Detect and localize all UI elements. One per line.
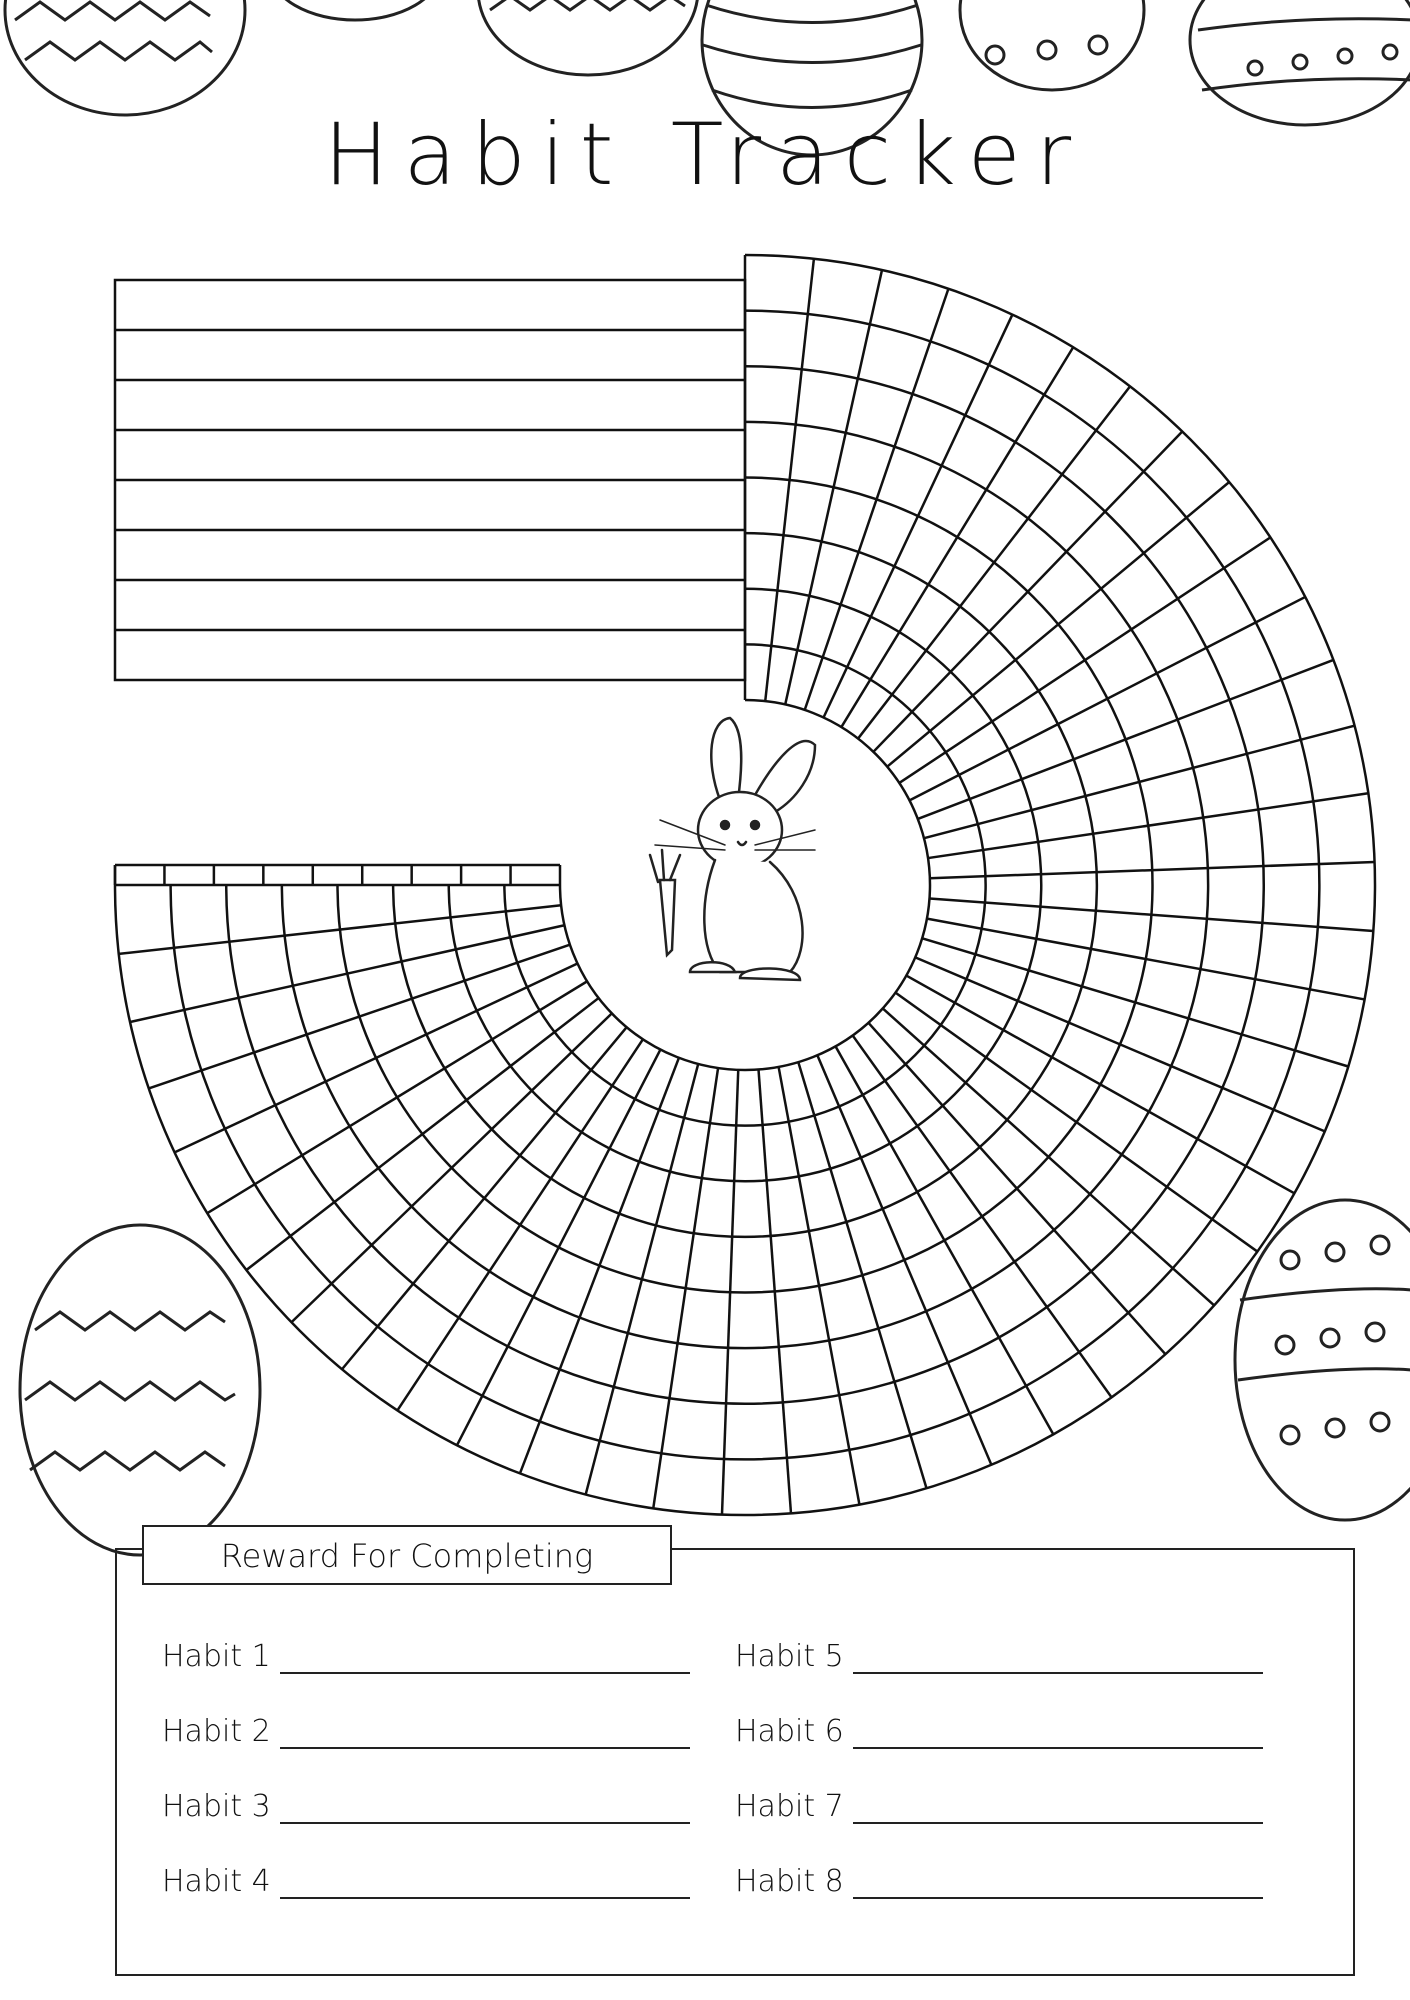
reward-habit-label: Habit 4 [162, 1864, 271, 1899]
easter-egg-icon [960, 0, 1144, 90]
day-cell-divider [841, 347, 1073, 727]
lower-tracker-rows[interactable] [115, 865, 560, 885]
reward-entry-line[interactable] [280, 1822, 690, 1824]
reward-habit-row [162, 1790, 692, 1834]
reward-habit-row [735, 1865, 1265, 1909]
day-cell-divider [246, 998, 598, 1270]
day-cell-divider [899, 537, 1270, 783]
day-cell-divider [918, 660, 1334, 819]
reward-habit-label: Habit 2 [162, 1714, 271, 1749]
day-cell-divider [397, 1039, 643, 1410]
reward-habit-row [735, 1715, 1265, 1759]
reward-habit-row [735, 1790, 1265, 1834]
day-cell-divider [785, 270, 882, 704]
easter-egg-icon [478, 0, 698, 75]
reward-entry-line[interactable] [853, 1897, 1263, 1899]
reward-habit-label: Habit 8 [735, 1864, 844, 1899]
day-cell-divider [895, 993, 1257, 1252]
reward-habit-label: Habit 5 [735, 1639, 844, 1674]
reward-habit-row [162, 1715, 692, 1759]
day-cell-divider [586, 1064, 699, 1495]
day-cell-divider [883, 1008, 1214, 1305]
day-cell-divider [520, 1058, 679, 1474]
reward-heading: Reward For Completing [142, 1525, 672, 1585]
reward-habit-label: Habit 6 [735, 1714, 844, 1749]
day-cell-divider [207, 981, 587, 1213]
day-cell-divider [924, 726, 1355, 839]
easter-egg-icon [270, 0, 440, 20]
day-cell-divider [928, 793, 1368, 858]
reward-habit-label: Habit 1 [162, 1639, 271, 1674]
day-cell-divider [873, 431, 1182, 751]
day-cell-divider [868, 1023, 1165, 1354]
habit-name-rows[interactable] [115, 280, 745, 680]
day-cell-divider [765, 259, 814, 701]
reward-entry-line[interactable] [280, 1897, 690, 1899]
reward-habit-label: Habit 3 [162, 1789, 271, 1824]
day-cell-divider [817, 1055, 991, 1465]
day-cell-divider [130, 925, 564, 1022]
page-title: Habit Tracker [323, 105, 1087, 205]
reward-section [115, 1548, 1355, 1976]
reward-entry-line[interactable] [853, 1747, 1263, 1749]
reward-entry-line[interactable] [280, 1747, 690, 1749]
reward-habit-row [735, 1640, 1265, 1684]
day-cell-divider [853, 1035, 1112, 1397]
reward-habit-row [162, 1640, 692, 1684]
day-cell-divider [653, 1068, 718, 1508]
day-cell-divider [858, 386, 1130, 738]
reward-entry-line[interactable] [280, 1672, 690, 1674]
reward-entry-line[interactable] [853, 1822, 1263, 1824]
reward-habit-label: Habit 7 [735, 1789, 844, 1824]
reward-entry-line[interactable] [853, 1672, 1263, 1674]
day-cell-divider [119, 905, 561, 954]
easter-egg-icon [5, 0, 245, 115]
bunny-with-carrot-icon [650, 718, 815, 980]
day-cell-divider [915, 957, 1325, 1131]
easter-egg-icon [20, 1225, 260, 1555]
reward-habit-row [162, 1865, 692, 1909]
day-cell-divider [291, 1013, 611, 1322]
